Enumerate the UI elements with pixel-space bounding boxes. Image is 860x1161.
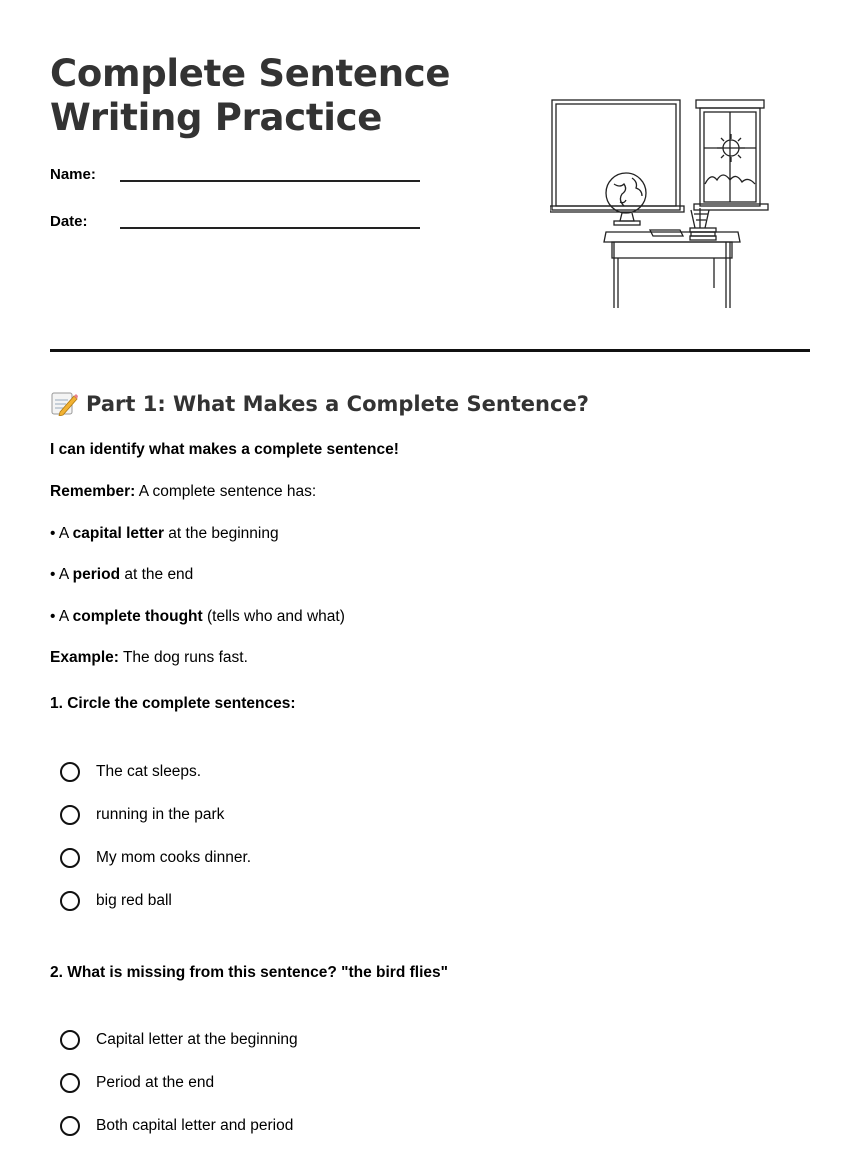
- answer-option[interactable]: [60, 1027, 298, 1053]
- answer-option[interactable]: [60, 845, 251, 871]
- part1-heading: [50, 390, 589, 416]
- part1-title: Part 1: What Makes a Complete Sentence?: [86, 392, 589, 416]
- answer-option[interactable]: [60, 888, 172, 914]
- rule-bullet: [50, 608, 345, 626]
- example-label: Example:: [50, 649, 119, 666]
- option-circle[interactable]: [60, 1073, 80, 1093]
- option-label: My mom cooks dinner.: [96, 849, 252, 866]
- option-label: Capital letter at the beginning: [96, 1031, 298, 1048]
- answer-option[interactable]: [60, 802, 224, 828]
- answer-option[interactable]: [60, 1113, 293, 1139]
- option-circle[interactable]: [60, 762, 80, 782]
- memo-pencil-icon: [50, 390, 78, 416]
- option-label: running in the park: [96, 806, 225, 823]
- example-line: [50, 649, 248, 667]
- option-label: Both capital letter and period: [96, 1117, 294, 1134]
- answer-option[interactable]: [60, 759, 201, 785]
- rule-bullet: [50, 525, 279, 543]
- option-label: The cat sleeps.: [96, 763, 202, 780]
- header-divider: [50, 349, 810, 352]
- option-circle[interactable]: [60, 1116, 80, 1136]
- option-circle[interactable]: [60, 891, 80, 911]
- title-line-1: Complete Sentence: [50, 52, 451, 95]
- date-field[interactable]: [50, 213, 88, 230]
- question-1-prompt: 1. Circle the complete sentences:: [50, 695, 296, 712]
- date-line[interactable]: [120, 227, 420, 229]
- rule-bullet: [50, 566, 193, 584]
- name-label: Name:: [50, 166, 96, 183]
- worksheet-header: [50, 52, 810, 312]
- option-circle[interactable]: [60, 848, 80, 868]
- remember-text: A complete sentence has:: [135, 483, 317, 500]
- title-line-2: Writing Practice: [50, 96, 383, 139]
- bullet-suffix: at the beginning: [163, 525, 279, 542]
- option-label: big red ball: [96, 892, 172, 909]
- remember-line: [50, 483, 316, 501]
- bullet-keyword: capital letter: [72, 525, 164, 542]
- answer-option[interactable]: [60, 1070, 214, 1096]
- name-field[interactable]: [50, 166, 96, 183]
- bullet-keyword: complete thought: [72, 608, 203, 625]
- bullet-suffix: at the end: [120, 566, 194, 583]
- example-text: The dog runs fast.: [118, 649, 248, 666]
- option-circle[interactable]: [60, 805, 80, 825]
- remember-label: Remember:: [50, 483, 136, 500]
- bullet-keyword: period: [72, 566, 121, 583]
- option-circle[interactable]: [60, 1030, 80, 1050]
- bullet-prefix: • A: [50, 566, 73, 583]
- name-line[interactable]: [120, 180, 420, 182]
- bullet-prefix: • A: [50, 608, 73, 625]
- question-2-prompt: 2. What is missing from this sentence? "the bird flies": [50, 964, 448, 981]
- bullet-suffix: (tells who and what): [202, 608, 345, 625]
- bullet-prefix: • A: [50, 525, 73, 542]
- learning-goal: I can identify what makes a complete sentence!: [50, 441, 399, 458]
- classroom-desk-illustration: [550, 98, 772, 310]
- date-label: Date:: [50, 213, 88, 230]
- option-label: Period at the end: [96, 1074, 215, 1091]
